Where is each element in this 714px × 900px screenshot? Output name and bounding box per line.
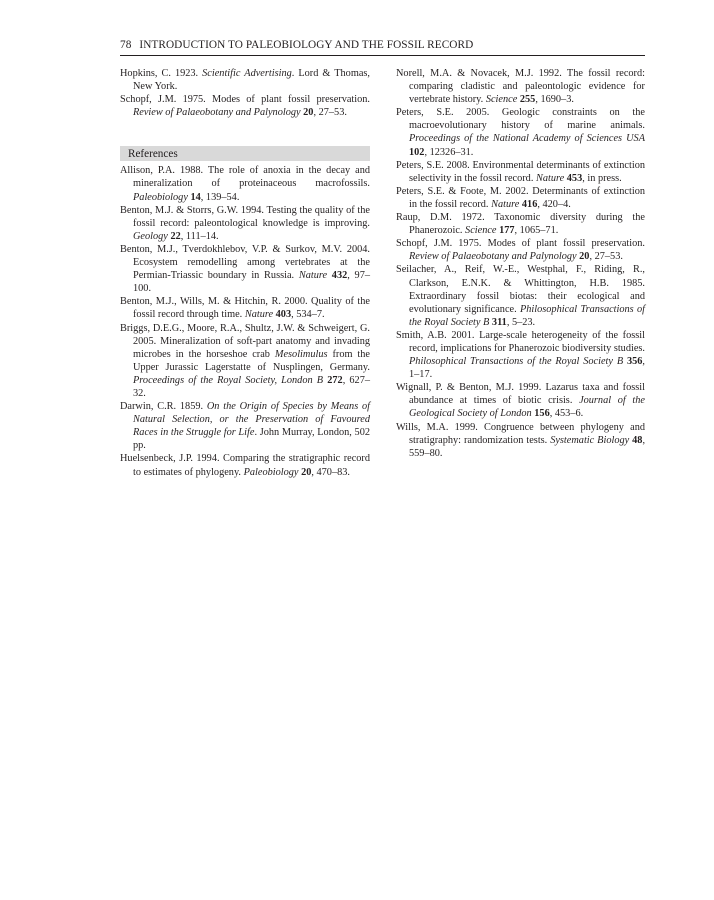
- ref-volume: 403: [275, 309, 292, 321]
- reference-entry: [396, 421, 645, 460]
- ref-journal: Paleobiology: [133, 191, 188, 203]
- ref-pages: , 420–4.: [537, 198, 571, 210]
- ref-publisher: . John Murray, London, 502 pp.: [133, 427, 370, 452]
- ref-authors: Benton, M.J., Wills, M. & Hitchin, R. 2000. Quality of the fossil record through time.: [120, 296, 370, 321]
- ref-volume: 20: [301, 466, 312, 478]
- ref-journal: Science: [465, 225, 497, 237]
- ref-pages: , 97–100.: [133, 270, 370, 295]
- ref-authors: Briggs, D.E.G., Moore, R.A., Shultz, J.W. & Schweigert, G. 2005. Mineralization of soft-part anatomy and invading microbes in the horseshoe crab: [120, 322, 370, 360]
- ref-journal: Nature: [491, 198, 520, 210]
- ref-pages: , 453–6.: [549, 408, 584, 420]
- ref-pages: , 534–7.: [291, 309, 325, 321]
- reference-entry: [396, 185, 645, 211]
- ref-journal: Philosophical Transactions of the Royal Society B: [409, 303, 645, 328]
- ref-authors: Peters, S.E. & Foote, M. 2002. Determinants of extinction in the fossil record.: [396, 185, 645, 210]
- ref-volume: 102: [409, 146, 425, 158]
- ref-volume: 432: [331, 270, 348, 282]
- ref-authors: Raup, D.M. 1972. Taxonomic diversity during the Phanerozoic.: [396, 212, 645, 237]
- ref-authors: Schopf, J.M. 1975. Modes of plant fossil preservation.: [120, 94, 370, 106]
- ref-volume: 272: [327, 374, 343, 386]
- ref-volume: 22: [170, 230, 181, 242]
- references-heading: References: [120, 146, 370, 161]
- reference-entry: [120, 67, 370, 93]
- ref-volume: 356: [626, 356, 643, 368]
- reference-entry: [396, 159, 645, 185]
- reference-entry: [120, 452, 370, 478]
- header-rule: [120, 55, 645, 56]
- ref-journal: Review of Palaeobotany and Palynology: [133, 107, 301, 119]
- ref-pages: , in press.: [582, 172, 622, 184]
- reference-entry: [120, 164, 370, 203]
- reference-entry: [120, 204, 370, 243]
- ref-journal: Paleobiology: [243, 466, 299, 478]
- reference-entry: [396, 237, 645, 263]
- ref-authors: Seilacher, A., Reif, W.-E., Westphal, F., Riding, R., Clarkson, E.N.K. & Whittington, H.B. 1985. Extraordinary fossil biotas: their ecological and evolutionary significance.: [396, 264, 645, 315]
- ref-journal: Proceedings of the Royal Society, London B: [133, 374, 324, 386]
- ref-pages: , 1690–3.: [535, 94, 574, 106]
- running-head: [120, 39, 645, 51]
- ref-journal: Science: [485, 94, 518, 106]
- reference-entry: [396, 263, 645, 328]
- ref-pages: , 27–53.: [589, 251, 623, 263]
- ref-journal: Nature: [535, 172, 565, 184]
- ref-volume: 20: [579, 251, 590, 263]
- ref-authors: Huelsenbeck, J.P. 1994. Comparing the stratigraphic record to estimates of phylogeny.: [120, 453, 370, 478]
- ref-journal: Nature: [298, 270, 328, 282]
- ref-journal: Nature: [244, 309, 274, 321]
- left-column: [120, 67, 370, 479]
- ref-pages: , 12326–31.: [424, 146, 474, 158]
- ref-volume: 48: [632, 434, 643, 446]
- ref-taxon: Mesolimulus: [274, 348, 328, 360]
- ref-volume: 311: [491, 316, 507, 328]
- ref-journal: Geology: [133, 230, 168, 242]
- reference-entry: [396, 67, 645, 106]
- ref-journal: Journal of the Geological Society of London: [409, 395, 645, 420]
- ref-title: Scientific Advertising: [202, 68, 292, 79]
- ref-publisher: . Lord & Thomas, New York.: [133, 68, 370, 93]
- ref-volume: 416: [521, 198, 538, 210]
- ref-authors: Schopf, J.M. 1975. Modes of plant fossil preservation.: [396, 238, 645, 250]
- ref-pages: , 1065–71.: [514, 225, 559, 237]
- ref-journal: Proceedings of the National Academy of Sciences USA: [409, 133, 645, 145]
- ref-authors: Benton, M.J., Tverdokhlebov, V.P. & Surkov, M.V. 2004. Ecosystem remodelling among vertebrates at the Permian-Triassic boundary in Russia.: [120, 243, 370, 282]
- reference-entry: [120, 322, 370, 401]
- ref-authors: Wignall, P. & Benton, M.J. 1999. Lazarus taxa and fossil abundance at times of biotic crisis.: [396, 382, 645, 407]
- ref-pages: , 559–80.: [409, 434, 646, 459]
- ref-volume: 453: [566, 172, 583, 184]
- ref-journal: Philosophical Transactions of the Royal Society B: [409, 356, 624, 368]
- ref-authors: Allison, P.A. 1988. The role of anoxia in the decay and mineralization of proteinaceous macrofossils.: [120, 165, 370, 190]
- ref-pages: , 1–17.: [409, 356, 645, 381]
- ref-title: from the Upper Jurassic Lagerstatte of Nusplingen, Germany.: [133, 348, 370, 373]
- reference-entry: [396, 211, 645, 237]
- ref-volume: 14: [190, 191, 201, 203]
- ref-authors: Peters, S.E. 2008. Environmental determinants of extinction selectivity in the fossil record.: [396, 159, 645, 184]
- page-number: 78: [120, 39, 132, 51]
- ref-journal: Systematic Biology: [550, 434, 630, 446]
- running-title: INTRODUCTION TO PALEOBIOLOGY AND THE FOSSIL RECORD: [139, 39, 474, 51]
- ref-authors: Wills, M.A. 1999. Congruence between phylogeny and stratigraphy: randomization tests.: [396, 421, 645, 446]
- ref-pages: , 139–54.: [200, 191, 240, 203]
- ref-pages: , 111–14.: [180, 230, 219, 242]
- ref-authors: Smith, A.B. 2001. Large-scale heterogeneity of the fossil record, implications for Phanerozoic biodiversity studies.: [396, 329, 645, 354]
- ref-pages: , 27–53.: [313, 107, 347, 119]
- right-column: [396, 67, 645, 460]
- ref-authors: Peters, S.E. 2005. Geologic constraints on the macroevolutionary history of marine animals.: [396, 107, 645, 132]
- ref-authors: Darwin, C.R. 1859.: [120, 401, 207, 413]
- reference-entry: [396, 381, 645, 420]
- ref-title: On the Origin of Species by Means of Natural Selection, or the Preservation of Favoured Races in the Struggle for Life: [133, 401, 371, 439]
- ref-volume: 255: [519, 94, 536, 106]
- reference-entry: [120, 243, 370, 295]
- reference-entry: [120, 93, 370, 119]
- ref-pages: , 5–23.: [506, 316, 536, 328]
- ref-volume: 156: [534, 408, 550, 420]
- reference-entry: [120, 295, 370, 321]
- ref-authors: Benton, M.J. & Storrs, G.W. 1994. Testing the quality of the fossil record: paleontological knowledge is improving.: [120, 204, 370, 229]
- ref-authors: Norell, M.A. & Novacek, M.J. 1992. The fossil record: comparing cladistic and paleontologic evidence for vertebrate history.: [396, 68, 645, 106]
- ref-pages: , 627–32.: [133, 374, 371, 399]
- ref-volume: 177: [499, 225, 515, 237]
- ref-journal: Review of Palaeobotany and Palynology: [409, 251, 577, 263]
- ref-pages: , 470–83.: [311, 466, 350, 478]
- reference-entry: [120, 400, 370, 452]
- ref-authors: Hopkins, C. 1923.: [120, 68, 203, 79]
- reference-entry: [396, 329, 645, 381]
- ref-volume: 20: [303, 107, 314, 119]
- reference-entry: [396, 106, 645, 158]
